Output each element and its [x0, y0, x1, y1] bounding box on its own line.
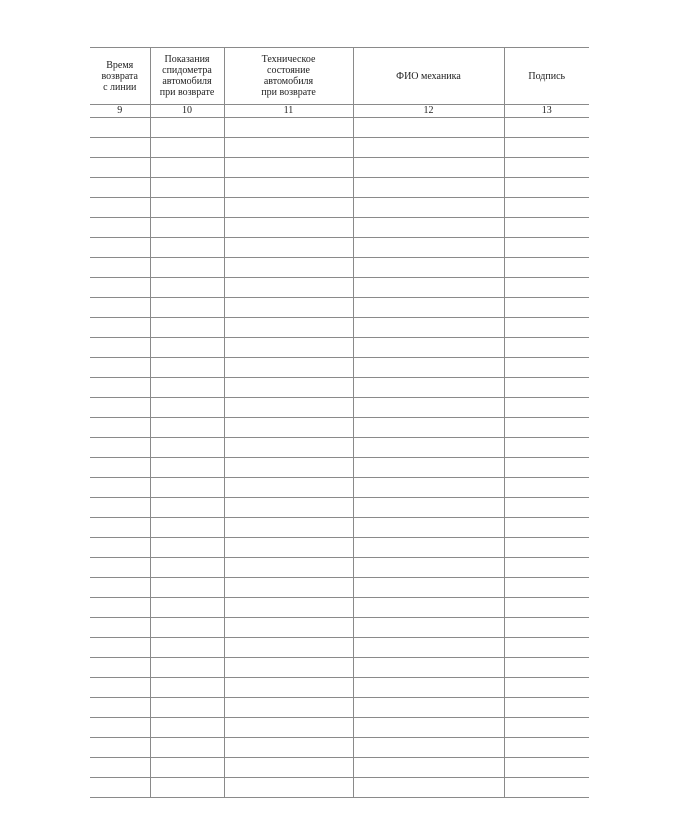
- table-row: [90, 278, 589, 298]
- return-time-cell[interactable]: [90, 778, 150, 798]
- header-signature: Подпись: [504, 48, 589, 105]
- speedometer-cell[interactable]: [150, 238, 224, 258]
- vehicle-return-log-table: [90, 47, 589, 798]
- signature-cell[interactable]: [504, 518, 589, 538]
- condition-cell[interactable]: [224, 598, 353, 618]
- table-row: [90, 498, 589, 518]
- signature-cell[interactable]: [504, 178, 589, 198]
- return-time-cell[interactable]: [90, 458, 150, 478]
- mechanic-name-cell[interactable]: [353, 218, 504, 238]
- condition-cell[interactable]: [224, 398, 353, 418]
- return-time-cell[interactable]: [90, 538, 150, 558]
- condition-cell[interactable]: [224, 758, 353, 778]
- signature-cell[interactable]: [504, 598, 589, 618]
- speedometer-cell[interactable]: [150, 598, 224, 618]
- signature-cell[interactable]: [504, 358, 589, 378]
- mechanic-name-cell[interactable]: [353, 238, 504, 258]
- mechanic-name-cell[interactable]: [353, 758, 504, 778]
- mechanic-name-cell[interactable]: [353, 158, 504, 178]
- mechanic-name-cell[interactable]: [353, 738, 504, 758]
- speedometer-cell[interactable]: [150, 178, 224, 198]
- mechanic-name-cell[interactable]: [353, 658, 504, 678]
- signature-cell[interactable]: [504, 338, 589, 358]
- signature-cell[interactable]: [504, 658, 589, 678]
- speedometer-cell[interactable]: [150, 498, 224, 518]
- return-time-cell[interactable]: [90, 718, 150, 738]
- signature-cell[interactable]: [504, 638, 589, 658]
- return-time-cell[interactable]: [90, 578, 150, 598]
- speedometer-cell[interactable]: [150, 198, 224, 218]
- speedometer-cell[interactable]: [150, 578, 224, 598]
- condition-cell[interactable]: [224, 778, 353, 798]
- table-row: [90, 398, 589, 418]
- speedometer-cell[interactable]: [150, 658, 224, 678]
- return-time-cell[interactable]: [90, 138, 150, 158]
- speedometer-cell[interactable]: [150, 778, 224, 798]
- signature-cell[interactable]: [504, 138, 589, 158]
- column-number-12: 12: [353, 105, 504, 118]
- return-time-cell[interactable]: [90, 758, 150, 778]
- condition-cell[interactable]: [224, 318, 353, 338]
- table-row: [90, 738, 589, 758]
- return-time-cell[interactable]: [90, 358, 150, 378]
- column-number-row: [90, 105, 589, 118]
- return-time-cell[interactable]: [90, 698, 150, 718]
- signature-cell[interactable]: [504, 738, 589, 758]
- condition-cell[interactable]: [224, 438, 353, 458]
- mechanic-name-cell[interactable]: [353, 258, 504, 278]
- header-technical-condition: Техническое состояние автомобиля при возврате: [224, 48, 353, 105]
- table-row: [90, 518, 589, 538]
- condition-cell[interactable]: [224, 638, 353, 658]
- table-row: [90, 438, 589, 458]
- speedometer-cell[interactable]: [150, 478, 224, 498]
- condition-cell[interactable]: [224, 258, 353, 278]
- return-time-cell[interactable]: [90, 318, 150, 338]
- return-time-cell[interactable]: [90, 438, 150, 458]
- mechanic-name-cell[interactable]: [353, 638, 504, 658]
- signature-cell[interactable]: [504, 678, 589, 698]
- signature-cell[interactable]: [504, 238, 589, 258]
- return-time-cell[interactable]: [90, 478, 150, 498]
- table-row: [90, 298, 589, 318]
- table-row: [90, 198, 589, 218]
- speedometer-cell[interactable]: [150, 718, 224, 738]
- speedometer-cell[interactable]: [150, 758, 224, 778]
- table-row: [90, 418, 589, 438]
- signature-cell[interactable]: [504, 298, 589, 318]
- mechanic-name-cell[interactable]: [353, 438, 504, 458]
- table-row: [90, 178, 589, 198]
- signature-cell[interactable]: [504, 378, 589, 398]
- speedometer-cell[interactable]: [150, 418, 224, 438]
- return-time-cell[interactable]: [90, 418, 150, 438]
- return-time-cell[interactable]: [90, 278, 150, 298]
- condition-cell[interactable]: [224, 538, 353, 558]
- mechanic-name-cell[interactable]: [353, 678, 504, 698]
- speedometer-cell[interactable]: [150, 698, 224, 718]
- signature-cell[interactable]: [504, 318, 589, 338]
- mechanic-name-cell[interactable]: [353, 118, 504, 138]
- table-row: [90, 758, 589, 778]
- mechanic-name-cell[interactable]: [353, 478, 504, 498]
- speedometer-cell[interactable]: [150, 278, 224, 298]
- condition-cell[interactable]: [224, 418, 353, 438]
- table-row: [90, 638, 589, 658]
- condition-cell[interactable]: [224, 298, 353, 318]
- condition-cell[interactable]: [224, 698, 353, 718]
- signature-cell[interactable]: [504, 698, 589, 718]
- signature-cell[interactable]: [504, 398, 589, 418]
- table-row: [90, 258, 589, 278]
- return-time-cell[interactable]: [90, 218, 150, 238]
- mechanic-name-cell[interactable]: [353, 618, 504, 638]
- column-header-row: [90, 48, 589, 105]
- speedometer-cell[interactable]: [150, 638, 224, 658]
- signature-cell[interactable]: [504, 758, 589, 778]
- condition-cell[interactable]: [224, 378, 353, 398]
- mechanic-name-cell[interactable]: [353, 558, 504, 578]
- condition-cell[interactable]: [224, 738, 353, 758]
- mechanic-name-cell[interactable]: [353, 418, 504, 438]
- return-time-cell[interactable]: [90, 498, 150, 518]
- signature-cell[interactable]: [504, 278, 589, 298]
- condition-cell[interactable]: [224, 118, 353, 138]
- mechanic-name-cell[interactable]: [353, 538, 504, 558]
- return-time-cell[interactable]: [90, 598, 150, 618]
- signature-cell[interactable]: [504, 718, 589, 738]
- header-mechanic-name: ФИО механика: [353, 48, 504, 105]
- mechanic-name-cell[interactable]: [353, 338, 504, 358]
- condition-cell[interactable]: [224, 138, 353, 158]
- table-row: [90, 318, 589, 338]
- signature-cell[interactable]: [504, 418, 589, 438]
- speedometer-cell[interactable]: [150, 378, 224, 398]
- mechanic-name-cell[interactable]: [353, 598, 504, 618]
- return-time-cell[interactable]: [90, 178, 150, 198]
- signature-cell[interactable]: [504, 458, 589, 478]
- table-row: [90, 358, 589, 378]
- condition-cell[interactable]: [224, 238, 353, 258]
- speedometer-cell[interactable]: [150, 538, 224, 558]
- condition-cell[interactable]: [224, 718, 353, 738]
- table-row: [90, 578, 589, 598]
- condition-cell[interactable]: [224, 178, 353, 198]
- mechanic-name-cell[interactable]: [353, 718, 504, 738]
- mechanic-name-cell[interactable]: [353, 278, 504, 298]
- condition-cell[interactable]: [224, 558, 353, 578]
- speedometer-cell[interactable]: [150, 318, 224, 338]
- table-row: [90, 658, 589, 678]
- mechanic-name-cell[interactable]: [353, 138, 504, 158]
- speedometer-cell[interactable]: [150, 678, 224, 698]
- signature-cell[interactable]: [504, 218, 589, 238]
- signature-cell[interactable]: [504, 258, 589, 278]
- table-row: [90, 478, 589, 498]
- table-row: [90, 778, 589, 798]
- condition-cell[interactable]: [224, 338, 353, 358]
- mechanic-name-cell[interactable]: [353, 778, 504, 798]
- return-time-cell[interactable]: [90, 238, 150, 258]
- speedometer-cell[interactable]: [150, 138, 224, 158]
- condition-cell[interactable]: [224, 518, 353, 538]
- table-row: [90, 218, 589, 238]
- signature-cell[interactable]: [504, 198, 589, 218]
- signature-cell[interactable]: [504, 778, 589, 798]
- speedometer-cell[interactable]: [150, 158, 224, 178]
- table-row: [90, 138, 589, 158]
- header-speedometer-reading: Показания спидометра автомобиля при возврате: [150, 48, 224, 105]
- mechanic-name-cell[interactable]: [353, 378, 504, 398]
- return-time-cell[interactable]: [90, 658, 150, 678]
- signature-cell[interactable]: [504, 158, 589, 178]
- table-row: [90, 158, 589, 178]
- table-row: [90, 558, 589, 578]
- return-time-cell[interactable]: [90, 298, 150, 318]
- return-time-cell[interactable]: [90, 378, 150, 398]
- speedometer-cell[interactable]: [150, 258, 224, 278]
- signature-cell[interactable]: [504, 438, 589, 458]
- signature-cell[interactable]: [504, 498, 589, 518]
- return-time-cell[interactable]: [90, 518, 150, 538]
- signature-cell[interactable]: [504, 578, 589, 598]
- speedometer-cell[interactable]: [150, 558, 224, 578]
- log-table-body: [90, 118, 589, 798]
- mechanic-name-cell[interactable]: [353, 498, 504, 518]
- column-number-10: 10: [150, 105, 224, 118]
- mechanic-name-cell[interactable]: [353, 298, 504, 318]
- mechanic-name-cell[interactable]: [353, 518, 504, 538]
- speedometer-cell[interactable]: [150, 338, 224, 358]
- condition-cell[interactable]: [224, 158, 353, 178]
- condition-cell[interactable]: [224, 358, 353, 378]
- return-time-cell[interactable]: [90, 558, 150, 578]
- signature-cell[interactable]: [504, 558, 589, 578]
- condition-cell[interactable]: [224, 618, 353, 638]
- condition-cell[interactable]: [224, 218, 353, 238]
- return-time-cell[interactable]: [90, 618, 150, 638]
- table-row: [90, 378, 589, 398]
- speedometer-cell[interactable]: [150, 458, 224, 478]
- mechanic-name-cell[interactable]: [353, 578, 504, 598]
- speedometer-cell[interactable]: [150, 618, 224, 638]
- header-return-time: Время возврата с линии: [90, 48, 150, 105]
- mechanic-name-cell[interactable]: [353, 398, 504, 418]
- table-row: [90, 598, 589, 618]
- return-time-cell[interactable]: [90, 678, 150, 698]
- table-row: [90, 458, 589, 478]
- speedometer-cell[interactable]: [150, 218, 224, 238]
- speedometer-cell[interactable]: [150, 398, 224, 418]
- table-row: [90, 618, 589, 638]
- condition-cell[interactable]: [224, 498, 353, 518]
- mechanic-name-cell[interactable]: [353, 198, 504, 218]
- condition-cell[interactable]: [224, 278, 353, 298]
- speedometer-cell[interactable]: [150, 298, 224, 318]
- return-time-cell[interactable]: [90, 258, 150, 278]
- return-time-cell[interactable]: [90, 398, 150, 418]
- return-time-cell[interactable]: [90, 118, 150, 138]
- return-time-cell[interactable]: [90, 738, 150, 758]
- mechanic-name-cell[interactable]: [353, 458, 504, 478]
- mechanic-name-cell[interactable]: [353, 318, 504, 338]
- return-time-cell[interactable]: [90, 338, 150, 358]
- speedometer-cell[interactable]: [150, 738, 224, 758]
- condition-cell[interactable]: [224, 578, 353, 598]
- table-row: [90, 718, 589, 738]
- speedometer-cell[interactable]: [150, 118, 224, 138]
- condition-cell[interactable]: [224, 658, 353, 678]
- return-time-cell[interactable]: [90, 638, 150, 658]
- signature-cell[interactable]: [504, 618, 589, 638]
- mechanic-name-cell[interactable]: [353, 178, 504, 198]
- table-row: [90, 238, 589, 258]
- signature-cell[interactable]: [504, 478, 589, 498]
- speedometer-cell[interactable]: [150, 358, 224, 378]
- signature-cell[interactable]: [504, 538, 589, 558]
- condition-cell[interactable]: [224, 678, 353, 698]
- column-number-13: 13: [504, 105, 589, 118]
- speedometer-cell[interactable]: [150, 438, 224, 458]
- signature-cell[interactable]: [504, 118, 589, 138]
- column-number-9: 9: [90, 105, 150, 118]
- table-row: [90, 338, 589, 358]
- column-number-11: 11: [224, 105, 353, 118]
- table-row: [90, 678, 589, 698]
- table-row: [90, 698, 589, 718]
- speedometer-cell[interactable]: [150, 518, 224, 538]
- mechanic-name-cell[interactable]: [353, 698, 504, 718]
- condition-cell[interactable]: [224, 198, 353, 218]
- table-row: [90, 118, 589, 138]
- condition-cell[interactable]: [224, 458, 353, 478]
- mechanic-name-cell[interactable]: [353, 358, 504, 378]
- return-time-cell[interactable]: [90, 158, 150, 178]
- condition-cell[interactable]: [224, 478, 353, 498]
- return-time-cell[interactable]: [90, 198, 150, 218]
- table-row: [90, 538, 589, 558]
